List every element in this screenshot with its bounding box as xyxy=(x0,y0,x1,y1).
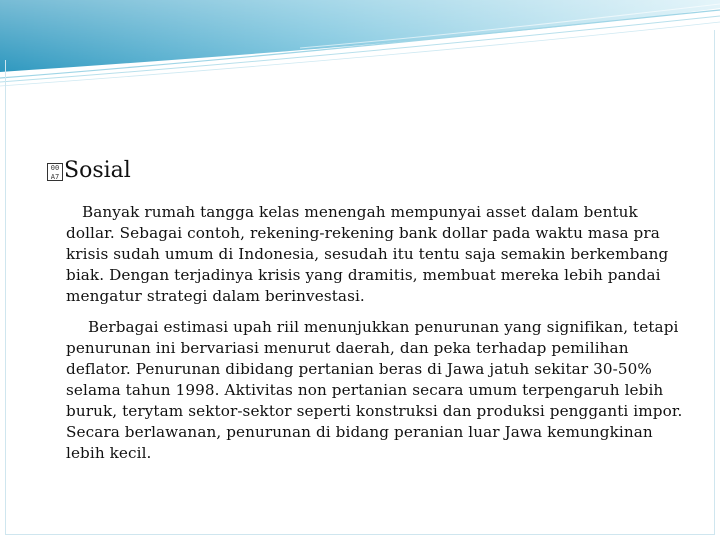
paragraph-line: deflator. Penurunan dibidang pertanian beras di Jawa jatuh sekitar 30-50% xyxy=(66,360,652,378)
paragraph-2 xyxy=(66,317,690,464)
paragraph-line: dollar. Sebagai contoh, rekening-rekening bank dollar pada waktu masa pra xyxy=(66,224,660,242)
section-heading xyxy=(47,157,131,185)
paragraph-line: Secara berlawanan, penurunan di bidang peranian luar Jawa kemungkinan xyxy=(66,423,653,441)
paragraph-line: krisis sudah umum di Indonesia, sesudah itu tentu saja semakin berkembang xyxy=(66,245,669,263)
paragraph-line: selama tahun 1998. Aktivitas non pertanian secara umum terpengaruh lebih xyxy=(66,381,664,399)
paragraph-line: lebih kecil. xyxy=(66,444,152,462)
paragraph-line: Banyak rumah tangga kelas menengah mempunyai asset dalam bentuk xyxy=(82,203,638,221)
paragraph-line: mengatur strategi dalam berinvestasi. xyxy=(66,287,365,305)
missing-glyph-box-icon: 00 A7 xyxy=(47,163,63,181)
section-heading-text: Sosial xyxy=(64,158,131,183)
paragraph-line: buruk, terytam sektor-sektor seperti konstruksi dan produksi pengganti impor. xyxy=(66,402,683,420)
paragraph-line: Berbagai estimasi upah riil menunjukkan penurunan yang signifikan, tetapi xyxy=(88,318,679,336)
paragraph-line: penurunan ini bervariasi menurut daerah, dan peka terhadap pemilihan xyxy=(66,339,629,357)
paragraph-1 xyxy=(66,202,690,307)
paragraph-line: biak. Dengan terjadinya krisis yang dramitis, membuat mereka lebih pandai xyxy=(66,266,661,284)
